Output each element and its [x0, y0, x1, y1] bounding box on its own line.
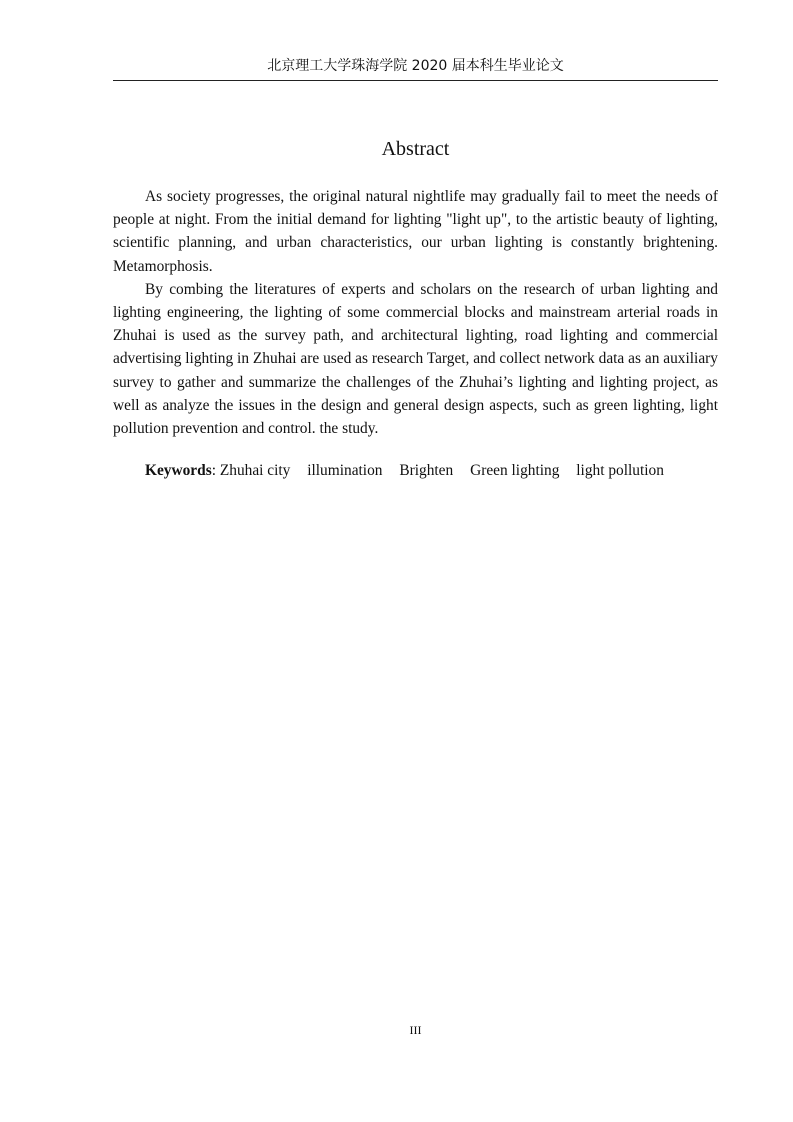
running-header: 北京理工大学珠海学院 2020 届本科生毕业论文: [267, 58, 564, 74]
keyword-term: Brighten: [399, 462, 454, 479]
abstract-paragraph: By combing the literatures of experts and scholars on the research of urban lighting and lighting engineering, the lighting of some commercial blocks and mainstream arterial roads in Zhuhai is used as the survey path, and architectural lighting, road lighting and commercial advertising lighting in Zhuhai are used as research Target, and collect network data as an auxiliary survey to gather and summarize the challenges of the Zhuhai’s lighting and lighting project, as well as analyze the issues in the design and general design aspects, such as green lighting, light pollution prevention and control. the study.: [113, 280, 718, 438]
abstract-body: [113, 185, 718, 440]
page-number: III: [409, 1023, 422, 1037]
abstract-title: Abstract: [381, 138, 450, 160]
keyword-term: Zhuhai city: [219, 462, 291, 479]
header-rule: [113, 80, 718, 81]
keyword-term: Green lighting: [470, 462, 560, 479]
keywords-separator: :: [211, 462, 216, 479]
keywords-line: [145, 460, 725, 482]
abstract-paragraph: As society progresses, the original natural nightlife may gradually fail to meet the needs of people at night. From the initial demand for lighting "light up", to the artistic beauty of lighting, scientific planning, and urban characteristics, our urban lighting is constantly brightening. Metamorphosis.: [113, 188, 718, 275]
keywords-label: Keywords: [145, 462, 212, 479]
keyword-term: light pollution: [576, 462, 664, 479]
keyword-term: illumination: [307, 462, 383, 479]
